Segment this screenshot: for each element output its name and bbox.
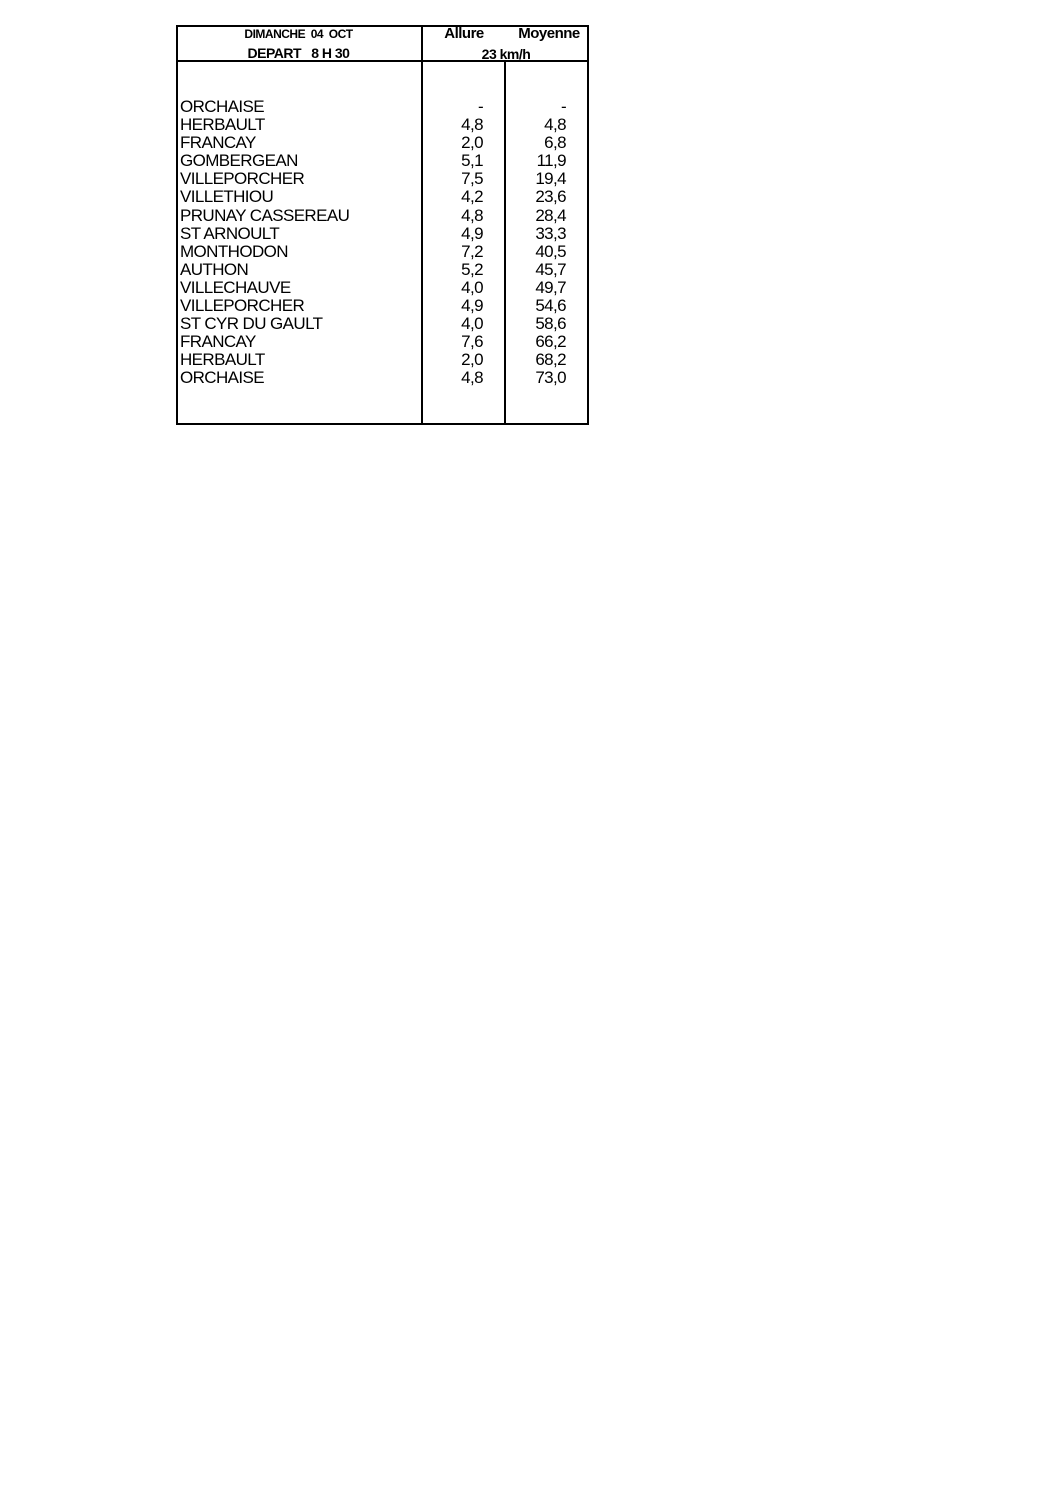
place-name: PRUNAY CASSEREAU (180, 205, 350, 225)
place-name: ST ARNOULT (180, 223, 280, 243)
allure-distance: 4,0 (461, 277, 483, 297)
allure-distance: 4,8 (461, 115, 483, 135)
cumulative-distance: 45,7 (535, 259, 566, 279)
allure-distance: 7,5 (461, 169, 483, 189)
table-row (176, 261, 589, 279)
place-name: VILLEPORCHER (180, 296, 305, 316)
cumulative-distance: 6,8 (544, 133, 566, 153)
table-row (176, 152, 589, 170)
allure-distance: - (477, 97, 483, 116)
place-name: VILLECHAUVE (180, 277, 291, 297)
average-speed: 23 km/h (481, 46, 531, 62)
place-name: FRANCAY (180, 332, 256, 352)
cumulative-distance: 49,7 (535, 277, 566, 297)
place-name: HERBAULT (180, 350, 265, 370)
route-rows (176, 98, 589, 388)
cumulative-distance: 33,3 (535, 223, 566, 243)
cumulative-distance: 4,8 (544, 115, 566, 135)
table-row (176, 315, 589, 333)
place-name: ORCHAISE (180, 97, 264, 116)
table-row (176, 116, 589, 134)
cumulative-distance: 19,4 (535, 169, 566, 189)
place-name: ST CYR DU GAULT (180, 314, 323, 334)
cumulative-distance: 73,0 (535, 368, 566, 388)
cumulative-distance: 68,2 (535, 350, 566, 370)
allure-distance: 5,2 (461, 259, 483, 279)
allure-distance: 4,9 (461, 223, 483, 243)
place-name: AUTHON (180, 259, 249, 279)
cumulative-distance: 54,6 (535, 296, 566, 316)
allure-distance: 4,8 (461, 368, 483, 388)
cumulative-distance: 40,5 (535, 241, 566, 261)
column-header-moyenne: Moyenne (518, 25, 580, 42)
table-row (176, 134, 589, 152)
table-row (176, 225, 589, 243)
allure-distance: 7,2 (461, 241, 483, 261)
table-row (176, 207, 589, 225)
table-row (176, 369, 589, 387)
place-name: ORCHAISE (180, 368, 264, 388)
table-row (176, 297, 589, 315)
cumulative-distance: 58,6 (535, 314, 566, 334)
table-row (176, 333, 589, 351)
table-row (176, 188, 589, 206)
allure-distance: 4,8 (461, 205, 483, 225)
allure-distance: 2,0 (461, 133, 483, 153)
place-name: VILLEPORCHER (180, 169, 305, 189)
place-name: FRANCAY (180, 133, 256, 153)
place-name: GOMBERGEAN (180, 151, 298, 171)
departure-time: DEPART 8 H 30 (247, 45, 350, 61)
cumulative-distance: 28,4 (535, 205, 566, 225)
place-name: MONTHODON (180, 241, 288, 261)
allure-distance: 5,1 (461, 151, 483, 171)
cumulative-distance: 66,2 (535, 332, 566, 352)
place-name: VILLETHIOU (180, 187, 274, 207)
table-row (176, 351, 589, 369)
column-header-allure: Allure (444, 25, 484, 42)
table-row (176, 98, 589, 116)
allure-distance: 4,0 (461, 314, 483, 334)
cumulative-distance: 23,6 (535, 187, 566, 207)
allure-distance: 4,9 (461, 296, 483, 316)
ride-date: DIMANCHE 04 OCT (244, 27, 353, 41)
route-table (176, 25, 589, 425)
allure-distance: 7,6 (461, 332, 483, 352)
table-row (176, 243, 589, 261)
table-row (176, 170, 589, 188)
place-name: HERBAULT (180, 115, 265, 135)
allure-distance: 2,0 (461, 350, 483, 370)
allure-distance: 4,2 (461, 187, 483, 207)
table-row (176, 279, 589, 297)
cumulative-distance: 11,9 (536, 151, 566, 171)
cumulative-distance: - (560, 97, 566, 116)
